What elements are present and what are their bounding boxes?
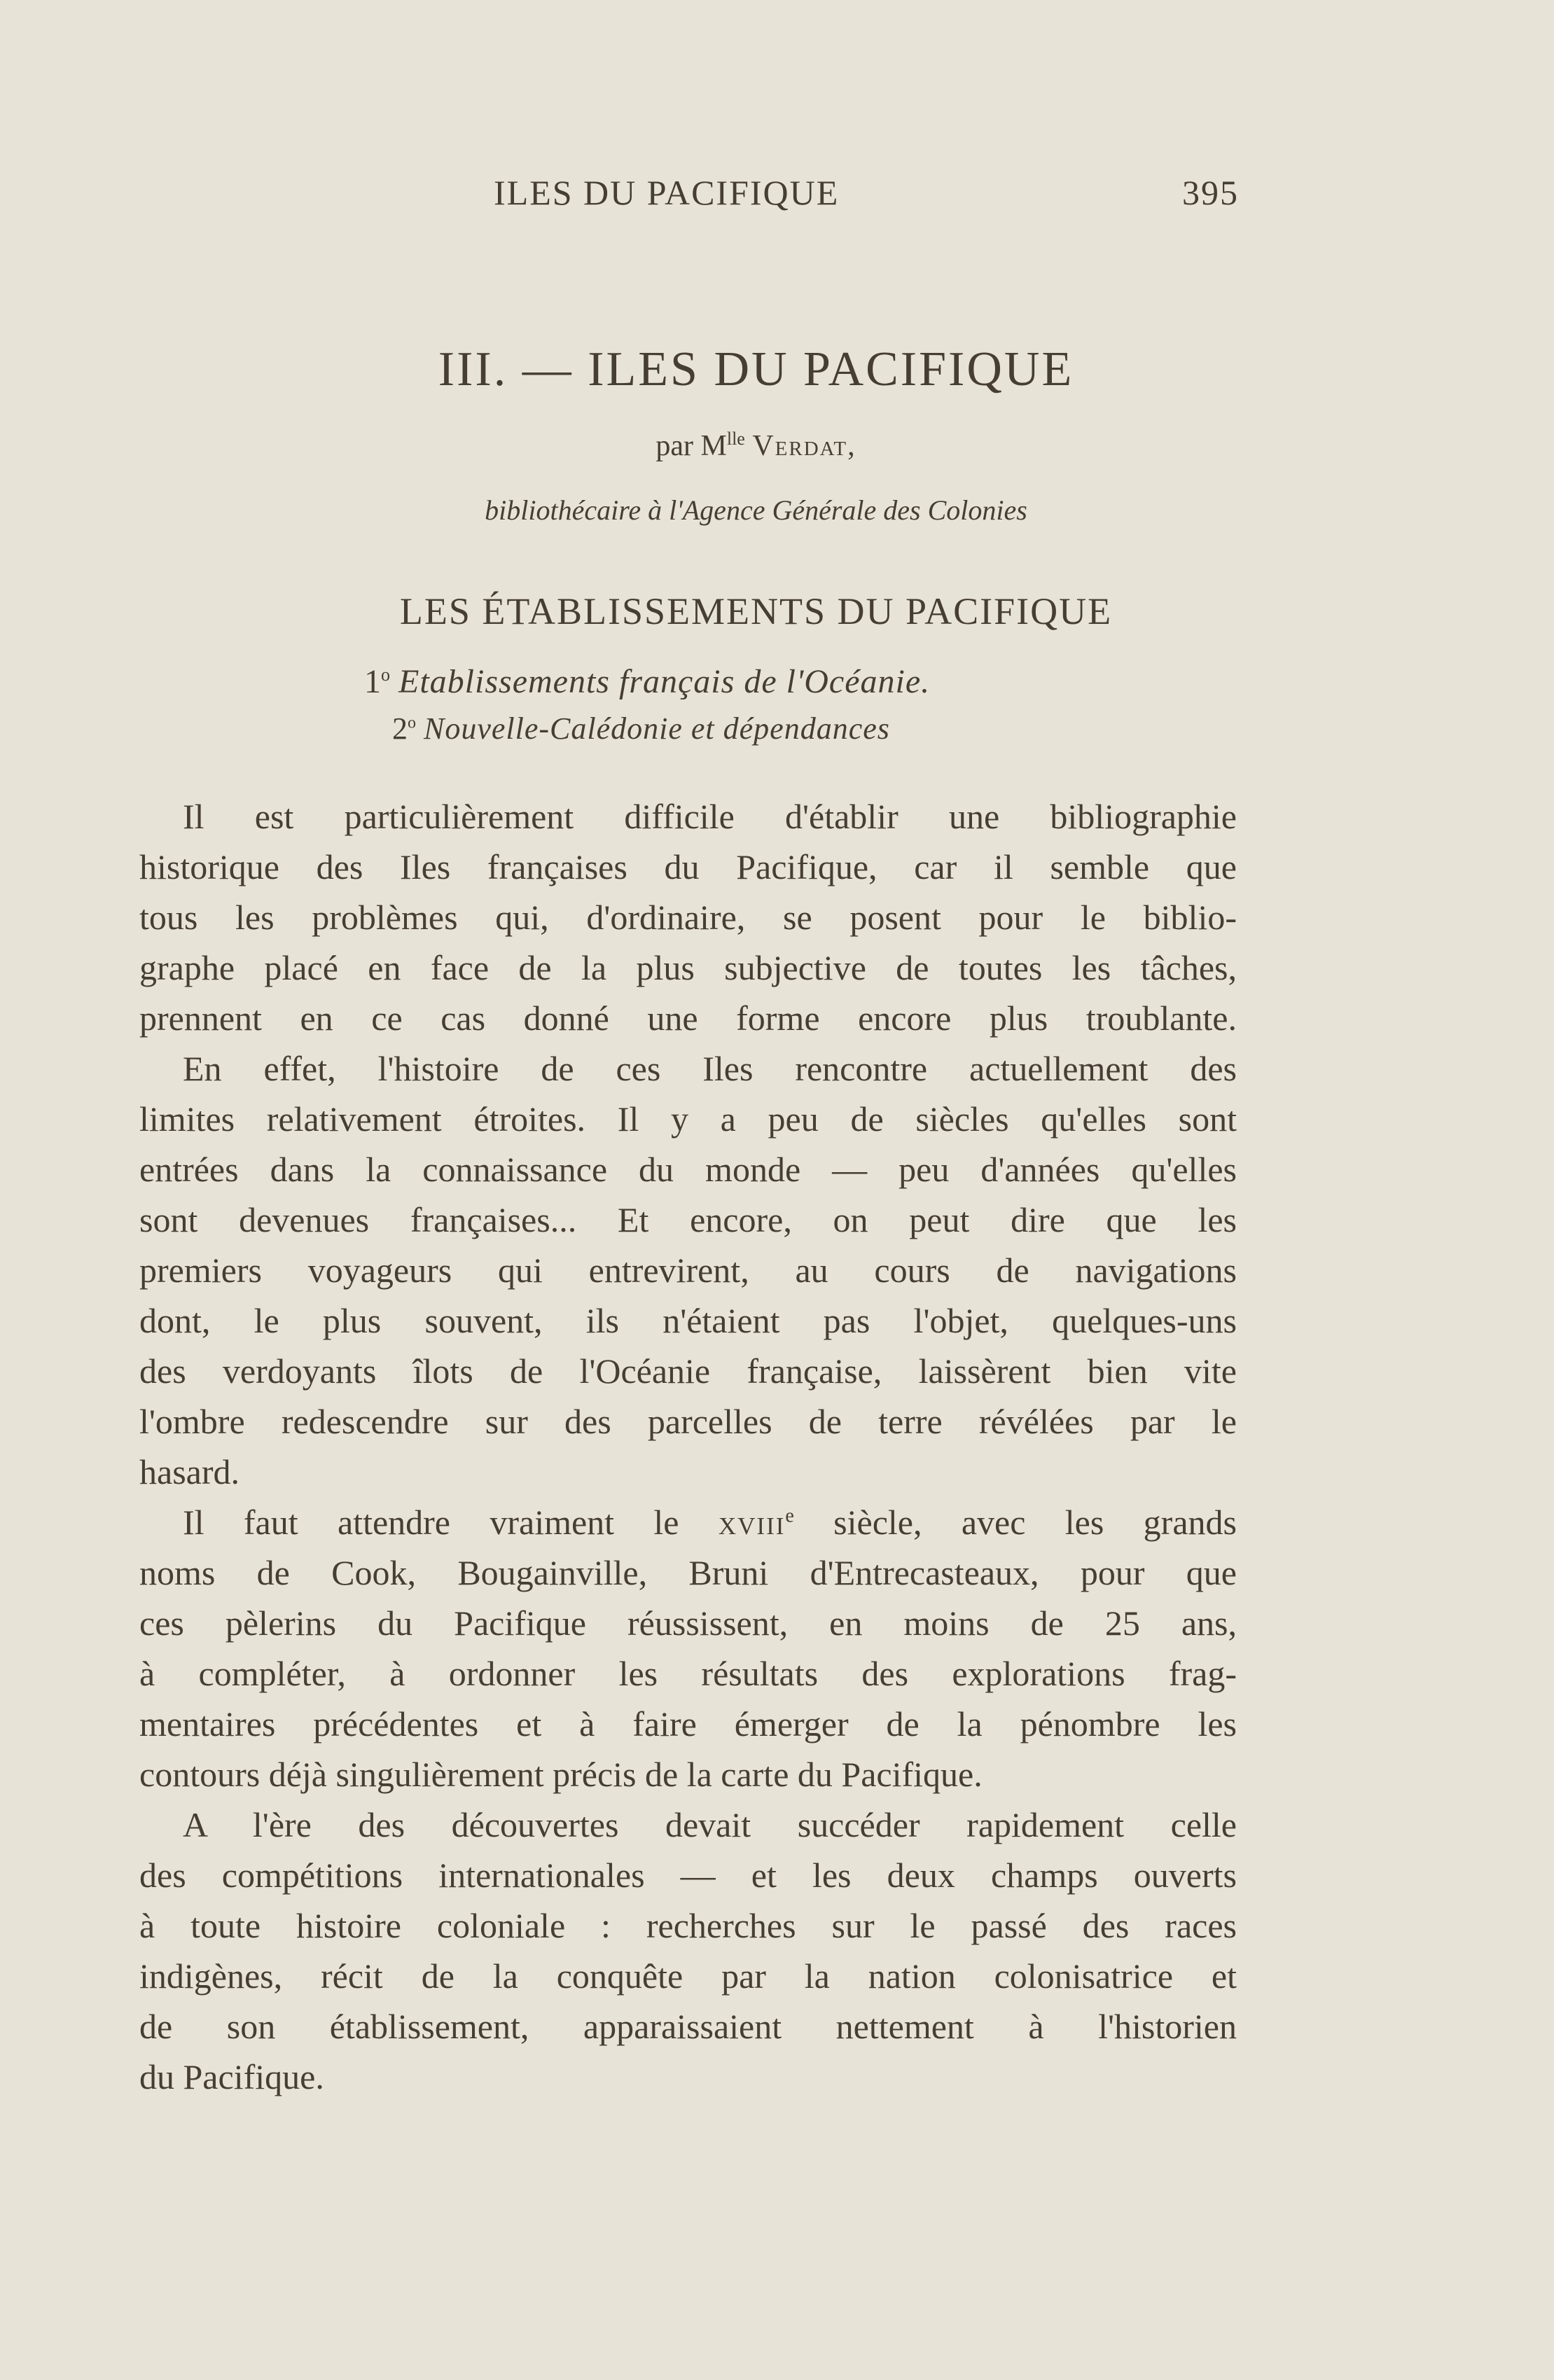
- text-line: prennent en ce cas donné une forme encore plus troublante.: [139, 998, 1237, 1038]
- text-line: du Pacifique.: [139, 2057, 324, 2096]
- text-line: à compléter, à ordonner les résultats des explorations frag-: [139, 1654, 1237, 1693]
- chapter-title: III. — ILES DU PACIFIQUE: [438, 342, 1074, 396]
- text-line: ces pèlerins du Pacifique réussissent, en moins de 25 ans,: [139, 1603, 1237, 1643]
- author-affiliation: bibliothécaire à l'Agence Générale des Colonies: [485, 494, 1027, 526]
- degree-sign: o: [381, 664, 390, 685]
- subsection-text: Etablissements français de l'Océanie.: [398, 663, 931, 700]
- subsection-text: Nouvelle-Calédonie et dépendances: [424, 711, 890, 746]
- superscript: e: [785, 1505, 794, 1527]
- text-line: En effet, l'histoire de ces Iles rencontre actuellement des: [183, 1049, 1237, 1088]
- subsection-1: [364, 662, 930, 701]
- text-line: A l'ère des découvertes devait succéder rapidement celle: [183, 1805, 1237, 1844]
- century-numeral: xviii: [718, 1503, 786, 1542]
- byline-sup: lle: [726, 429, 745, 449]
- page-number: 395: [1182, 173, 1239, 212]
- author-name: Verdat,: [752, 430, 856, 462]
- text-line: sont devenues françaises... Et encore, on peut dire que les: [139, 1200, 1237, 1239]
- text-line: limites relativement étroites. Il y a peu de siècles qu'elles sont: [139, 1099, 1237, 1139]
- text-line: à toute histoire coloniale : recherches sur le passé des races: [139, 1906, 1237, 1945]
- text-line: tous les problèmes qui, d'ordinaire, se posent pour le biblio-: [139, 898, 1237, 937]
- degree-sign: o: [408, 714, 416, 732]
- text-line: historique des Iles françaises du Pacifique, car il semble que: [139, 847, 1237, 886]
- text-line: mentaires précédentes et à faire émerger de la pénombre les: [139, 1704, 1237, 1744]
- text-line: Il est particulièrement difficile d'établir une bibliographie: [183, 797, 1237, 836]
- text-line: premiers voyageurs qui entrevirent, au cours de navigations: [139, 1251, 1237, 1290]
- subsection-number: 2: [392, 711, 408, 746]
- text-line: de son établissement, apparaissaient nettement à l'historien: [139, 2007, 1237, 2046]
- byline: [0, 429, 1533, 463]
- text-line: Il faut attendre vraiment le xviii$^e$ siècle, avec les grands: [183, 1503, 1237, 1542]
- byline-prefix: par M: [655, 430, 727, 462]
- running-head-title: ILES DU PACIFIQUE: [494, 173, 840, 212]
- text-line: contours déjà singulièrement précis de la carte du Pacifique.: [139, 1755, 983, 1794]
- subsection-number: 1: [364, 663, 381, 700]
- text-line: indigènes, récit de la conquête par la nation colonisatrice et: [139, 1956, 1237, 1996]
- section-title: LES ÉTABLISSEMENTS DU PACIFIQUE: [399, 590, 1113, 632]
- text-line: des compétitions internationales — et les deux champs ouverts: [139, 1856, 1237, 1895]
- body-text: [139, 791, 1237, 2102]
- text-line: des verdoyants îlots de l'Océanie française, laissèrent bien vite: [139, 1351, 1237, 1391]
- text-line: noms de Cook, Bougainville, Bruni d'Entrecasteaux, pour que: [139, 1553, 1237, 1592]
- text-line: hasard.: [139, 1452, 240, 1491]
- text-line: entrées dans la connaissance du monde — peu d'années qu'elles: [139, 1150, 1237, 1189]
- text-line: graphe placé en face de la plus subjective de toutes les tâches,: [139, 948, 1237, 987]
- text-line: l'ombre redescendre sur des parcelles de terre révélées par le: [139, 1402, 1237, 1441]
- subsection-2: [392, 711, 890, 746]
- text-line: dont, le plus souvent, ils n'étaient pas l'objet, quelques-uns: [139, 1301, 1237, 1340]
